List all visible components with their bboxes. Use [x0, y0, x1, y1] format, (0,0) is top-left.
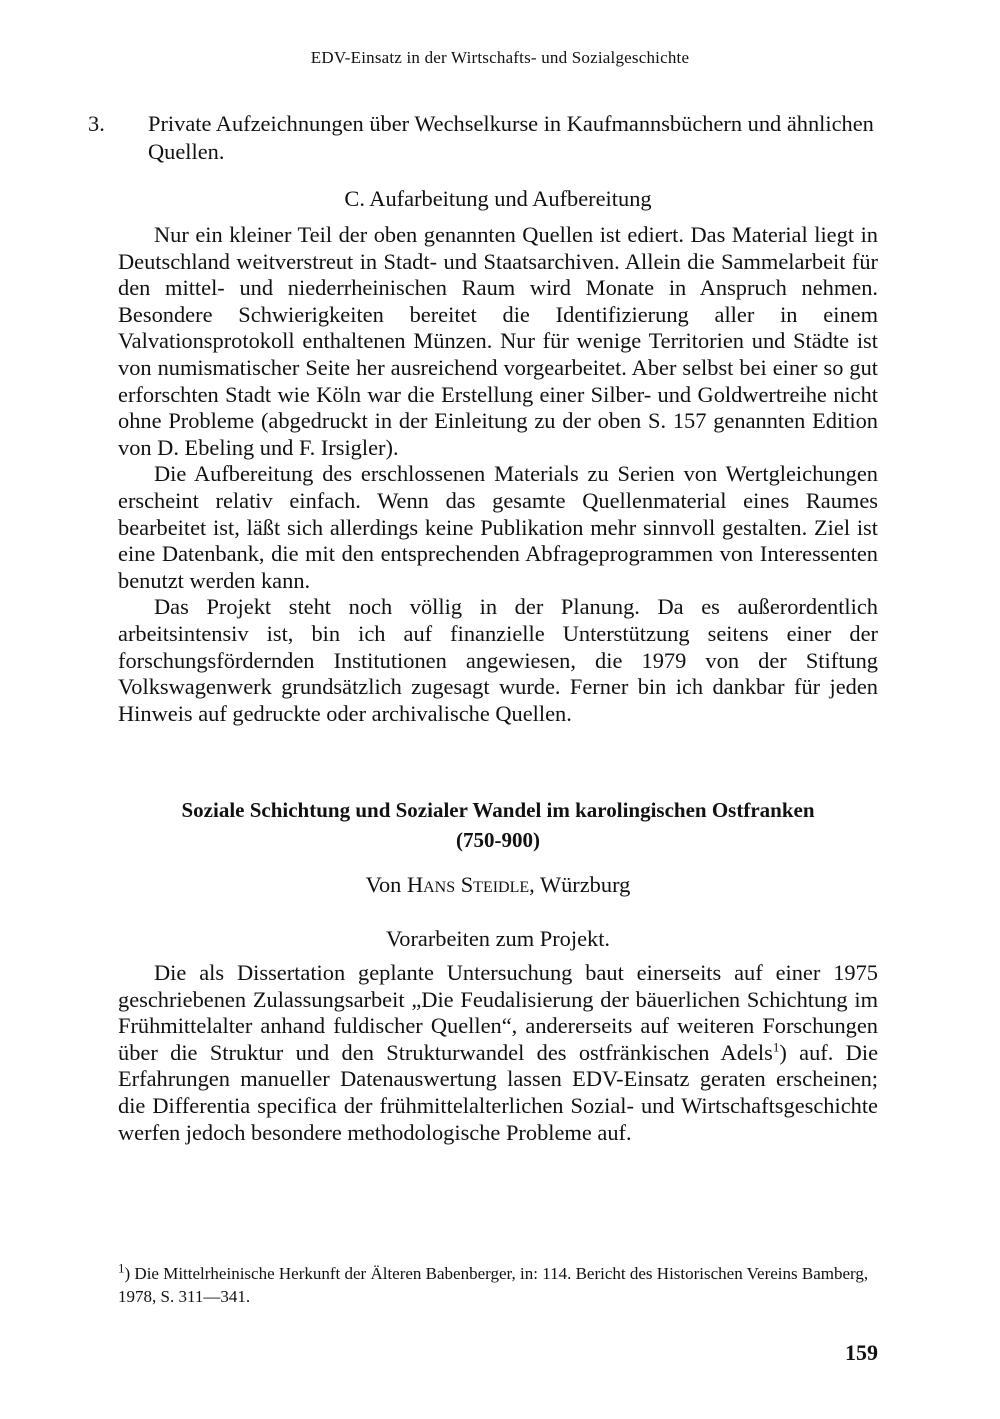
- section-heading-c: C. Aufarbeitung und Aufbereitung: [344, 186, 652, 211]
- author-line: [118, 872, 878, 898]
- author-name: Hans Steidle: [406, 872, 530, 897]
- paragraph: Die Aufbereitung des erschlossenen Materials zu Serien von Wertgleichungen erscheint relativ einfach. Wenn das gesamte Quellenmaterial eines Raumes bearbeitet ist, läßt sich allerdings keine Publikation mehr sinnvoll gestalten. Ziel ist eine Datenbank, die mit den entsprechenden Abfrageprogrammen von Interessenten benutzt werden kann.: [118, 461, 878, 593]
- footnote-marker: 1: [118, 1260, 125, 1276]
- section-c-body: [118, 222, 878, 727]
- paragraph: Nur ein kleiner Teil der oben genannten Quellen ist ediert. Das Material liegt in Deutschland weitverstreut in Stadt- und Staatsarchiven. Allein die Sammelarbeit für den mittel- und niederrheinischen Raum wird Monate in Anspruch nehmen. Besondere Schwierigkeiten bereitet die Identifizierung aller in einem Valvationsprotokoll enthaltenen Münzen. Nur für wenige Territorien und Städte ist von numismatischer Seite her ausreichend vorgearbeitet. Aber selbst bei einer so gut erforschten Stadt wie Köln war die Erstellung einer Silber- und Goldwertreihe nicht ohne Probleme (abgedruckt in der Einleitung zu der oben S. 157 genannten Edition von D. Ebeling und F. Irsigler).: [118, 222, 878, 460]
- article-title-line: (750-900): [456, 828, 540, 852]
- paragraph-text: Die als Dissertation geplante Untersuchung baut einerseits auf einer 1975 geschriebenen Zulassungsarbeit „Die Feudalisierung der bäuerlichen Schichtung im Frühmittelalter anhand fuldischer Quellen“, andererseits auf weiteren Forschungen über die Struktur und den Strukturwandel des ostfränkischen Adels: [118, 960, 878, 1065]
- footnote: [118, 1262, 878, 1308]
- running-head: EDV-Einsatz in der Wirtschafts- und Sozialgeschichte: [310, 48, 690, 67]
- paragraph: Das Projekt steht noch völlig in der Planung. Da es außerordentlich arbeitsintensiv ist, bin ich auf finanzielle Unterstützung seitens einer der forschungsfördernden Institutionen angewiesen, die 1979 von der Stiftung Volkswagenwerk grundsätzlich zugesagt wurde. Ferner bin ich dankbar für jeden Hinweis auf gedruckte oder archivalische Quellen.: [118, 594, 878, 726]
- list-item-3: [88, 110, 908, 166]
- footnote-text: ) Die Mittelrheinische Herkunft der Älteren Babenberger, in: 114. Bericht des Historischen Vereins Bamberg, 1978, S. 311—341.: [118, 1264, 869, 1306]
- author-location: , Würzburg: [529, 872, 631, 897]
- list-text: Private Aufzeichnungen über Wechselkurse in Kaufmannsbüchern und ähnlichen Quellen.: [148, 111, 874, 164]
- article-title-line: Soziale Schichtung und Sozialer Wandel im karolingischen Ostfranken: [181, 798, 815, 822]
- paragraph-text: ) auf. Die Erfahrungen manueller Datenauswertung lassen EDV-Einsatz geraten erscheinen; die Differentia specifica der frühmittelalterlichen Sozial- und Wirtschaftsgeschichte werfen jedoch besondere methodologische Probleme auf.: [118, 1039, 879, 1145]
- article-title: [118, 795, 878, 855]
- author-prefix: Von: [365, 872, 402, 897]
- list-number: 3.: [88, 111, 105, 136]
- paragraph: [118, 960, 878, 1146]
- article-body: [118, 960, 878, 1146]
- footnote-reference: 1: [772, 1039, 780, 1055]
- page-number: 159: [845, 1340, 878, 1365]
- subheading: Vorarbeiten zum Projekt.: [385, 926, 611, 951]
